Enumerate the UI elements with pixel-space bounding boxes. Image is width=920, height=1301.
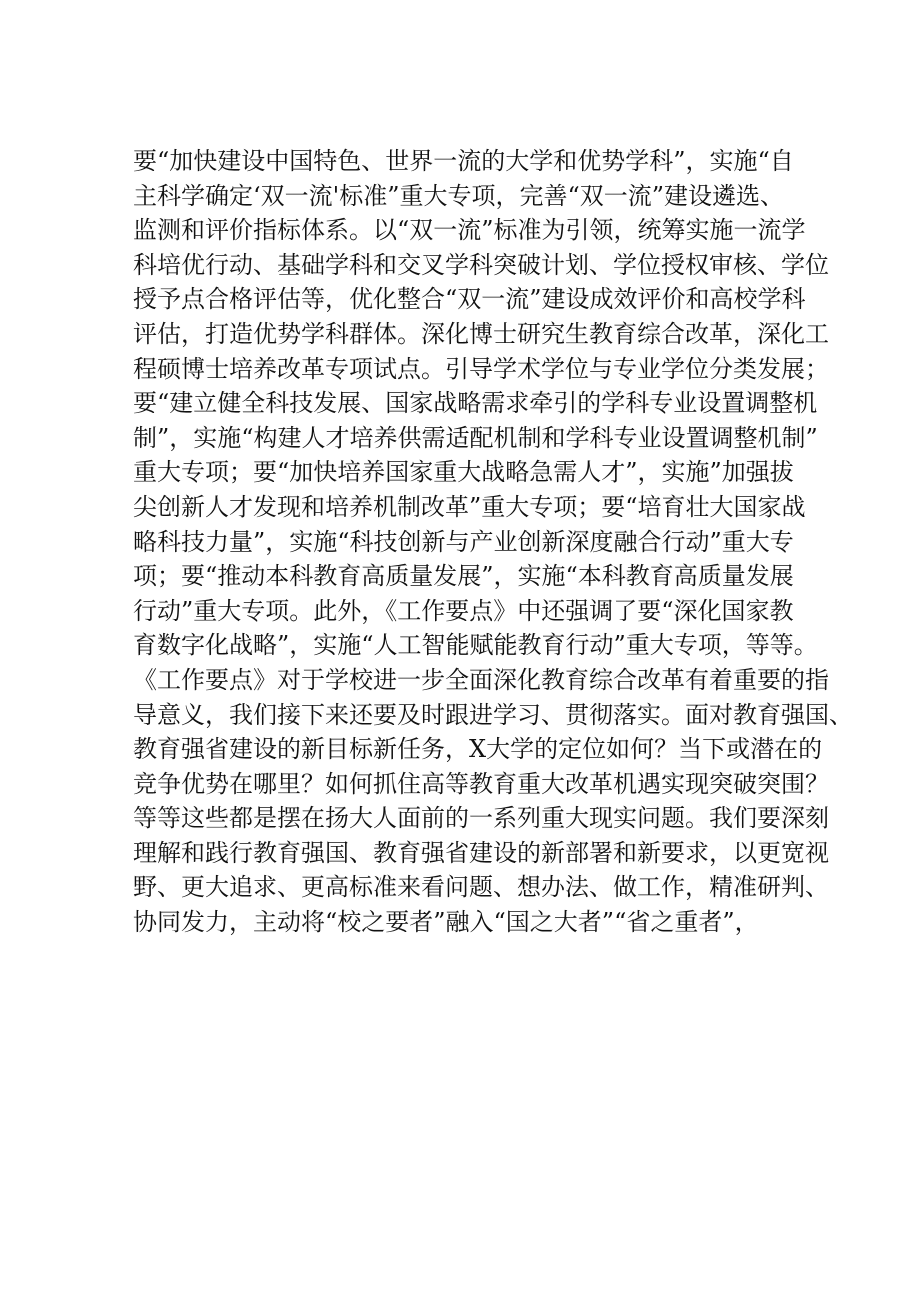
body-text <box>133 144 853 940</box>
text-line: 授予点合格评估等，优化整合“双一流”建设成效评价和高校学科 <box>133 285 806 314</box>
text-line: 行动”重大专项。此外，《工作要点》中还强调了要“深化国家教 <box>133 596 794 625</box>
text-line: 制”，实施“构建人才培养供需适配机制和学科专业设置调整机制” <box>133 423 818 452</box>
text-line: 重大专项；要“加快培养国家重大战略急需人才”，实施”加强拔 <box>133 458 794 487</box>
text-line: 野、更大追求、更高标准来看问题、想办法、做工作，精准研判、 <box>133 873 829 902</box>
text-line: 协同发力，主动将“校之要者”融入“国之大者”“省之重者”， <box>133 908 759 937</box>
text-line: 《工作要点》对于学校进一步全面深化教育综合改革有着重要的指 <box>133 665 829 694</box>
text-line: 评估，打造优势学科群体。深化博士研究生教育综合改革，深化工 <box>133 319 829 348</box>
text-line: 主科学确定‘双一流'标准”重大专项，完善“双一流”建设遴选、 <box>133 181 785 210</box>
text-line: 略科技力量”，实施“科技创新与产业创新深度融合行动”重大专 <box>133 527 794 556</box>
text-line: 教育强省建设的新目标新任务，X大学的定位如何？当下或潜在的 <box>133 735 823 764</box>
text-line: 导意义，我们接下来还要及时跟进学习、贯彻落实。面对教育强国、 <box>133 700 853 729</box>
text-line: 要“建立健全科技发展、国家战略需求牵引的学科专业设置调整机 <box>133 389 818 418</box>
text-line: 理解和践行教育强国、教育强省建设的新部署和新要求，以更宽视 <box>133 838 829 867</box>
text-line: 育数字化战略”，实施“人工智能赋能教育行动”重大专项，等等。 <box>133 631 818 660</box>
text-line: 科培优行动、基础学科和交叉学科突破计划、学位授权审核、学位 <box>133 250 829 279</box>
text-line: 等等这些都是摆在扬大人面前的一系列重大现实问题。我们要深刻 <box>133 804 829 833</box>
text-line: 尖创新人才发现和培养机制改革”重大专项；要“培育壮大国家战 <box>133 492 806 521</box>
text-line: 监测和评价指标体系。以“双一流”标准为引领，统筹实施一流学 <box>133 216 806 245</box>
text-line: 要“加快建设中国特色、世界一流的大学和优势学科”，实施“自 <box>133 147 794 175</box>
text-line: 项；要“推动本科教育高质量发展”，实施“本科教育高质量发展 <box>133 562 794 591</box>
text-line: 程硕博士培养改革专项试点。引导学术学位与专业学位分类发展； <box>133 354 829 383</box>
text-line: 竞争优势在哪里？如何抓住高等教育重大改革机遇实现突破突围？ <box>133 769 829 798</box>
